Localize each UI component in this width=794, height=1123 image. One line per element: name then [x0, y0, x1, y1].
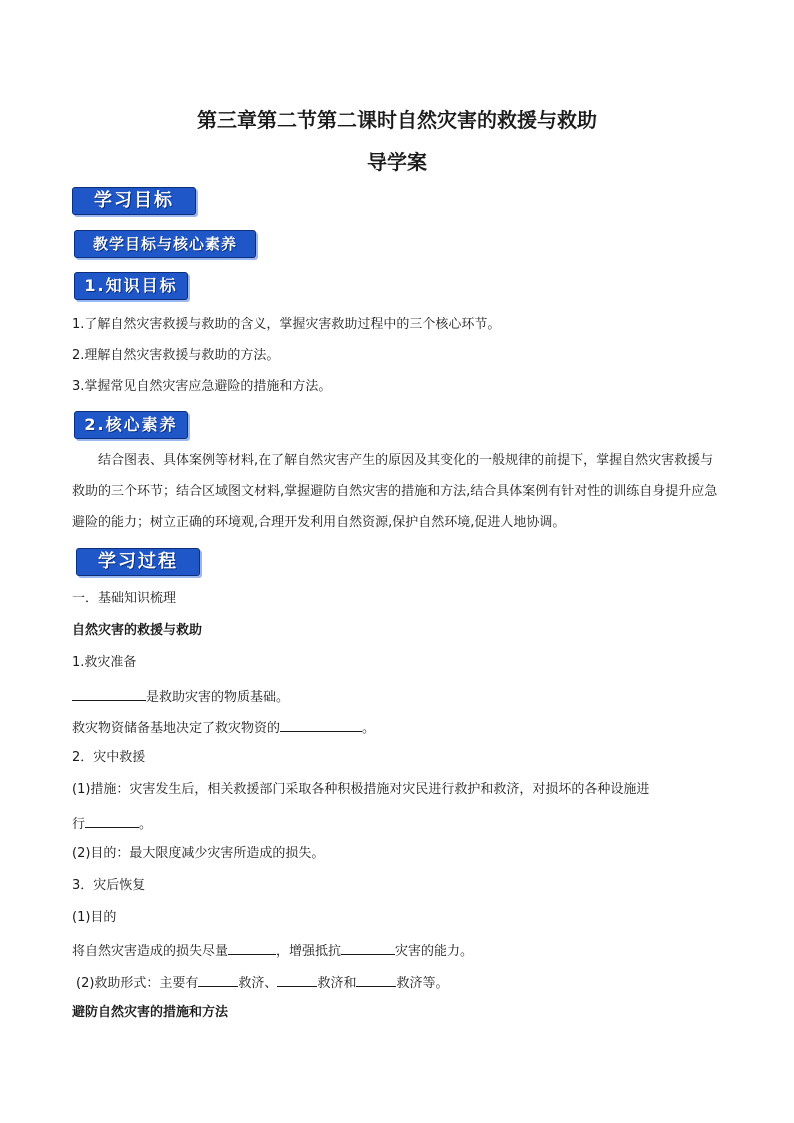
knowledge-item-3: 3.掌握常见自然灾害应急避险的措施和方法。 — [72, 379, 332, 394]
fill-line-storage-base: 救灾物资储备基地决定了救灾物资的 。 — [72, 717, 375, 738]
knowledge-item-2: 2.理解自然灾害救援与救助的方法。 — [72, 348, 280, 363]
core-literacy-paragraph: 结合图表、具体案例等材料,在了解自然灾害产生的原因及其变化的一般规律的前提下，掌握自然灾害救援与救助的三个环节；结合区域图文材料,掌握避防自然灾害的措施和方法,结合具体案例有针对性的训练自身提升应急避险的能力；树立正确的环境观,合理开发利用自然资源,保护自然环境,促进人地协调。 — [72, 453, 718, 530]
fill-line-reduce-loss: 将自然灾害造成的损失尽量 ，增强抵抗 灾害的能力。 — [72, 940, 473, 961]
item-disaster-preparation: 1.救灾准备 — [72, 655, 137, 670]
fill-line-material-basis: 是救助灾害的物质基础。 — [72, 686, 289, 707]
blank-field[interactable] — [85, 813, 139, 828]
heading-avoidance-measures: 避防自然灾害的措施和方法 — [72, 1005, 229, 1020]
item-disaster-rescue: 2．灾中救援 — [72, 750, 146, 765]
document-title: 第三章第二节第二课时自然灾害的救援与救助 — [197, 108, 597, 132]
knowledge-goals-badge: 1.知识目标 — [74, 272, 188, 300]
blank-field[interactable] — [277, 972, 317, 987]
recovery-purpose-label: (1)目的 — [72, 910, 117, 925]
blank-field[interactable] — [228, 940, 276, 955]
core-literacy-badge: 2.核心素养 — [74, 411, 188, 439]
blank-field[interactable] — [198, 972, 238, 987]
document-subtitle: 导学案 — [367, 150, 427, 174]
rescue-purpose: (2)目的：最大限度减少灾害所造成的损失。 — [72, 846, 325, 861]
section-basic-knowledge: 一．基础知识梳理 — [72, 591, 177, 606]
knowledge-item-1: 1.了解自然灾害救援与救助的含义，掌握灾害救助过程中的三个核心环节。 — [72, 317, 501, 332]
learning-goals-badge: 学习目标 — [72, 187, 196, 215]
blank-field[interactable] — [280, 717, 362, 732]
teaching-goals-badge: 教学目标与核心素养 — [74, 230, 256, 258]
blank-field[interactable] — [341, 940, 395, 955]
fill-line-relief-forms: (2)救助形式：主要有 救济、 救济和 救济等。 — [76, 972, 448, 993]
rescue-measures: (1)措施：灾害发生后，相关救援部门采取各种积极措施对灾民进行救护和救济，对损坏的各种设施进 — [72, 782, 650, 797]
blank-field[interactable] — [356, 972, 396, 987]
fill-line-repair: 行 。 — [72, 813, 152, 834]
learning-process-badge: 学习过程 — [76, 548, 200, 576]
heading-rescue-relief: 自然灾害的救援与救助 — [72, 623, 203, 638]
item-post-disaster-recovery: 3．灾后恢复 — [72, 878, 146, 893]
blank-field[interactable] — [72, 686, 146, 701]
